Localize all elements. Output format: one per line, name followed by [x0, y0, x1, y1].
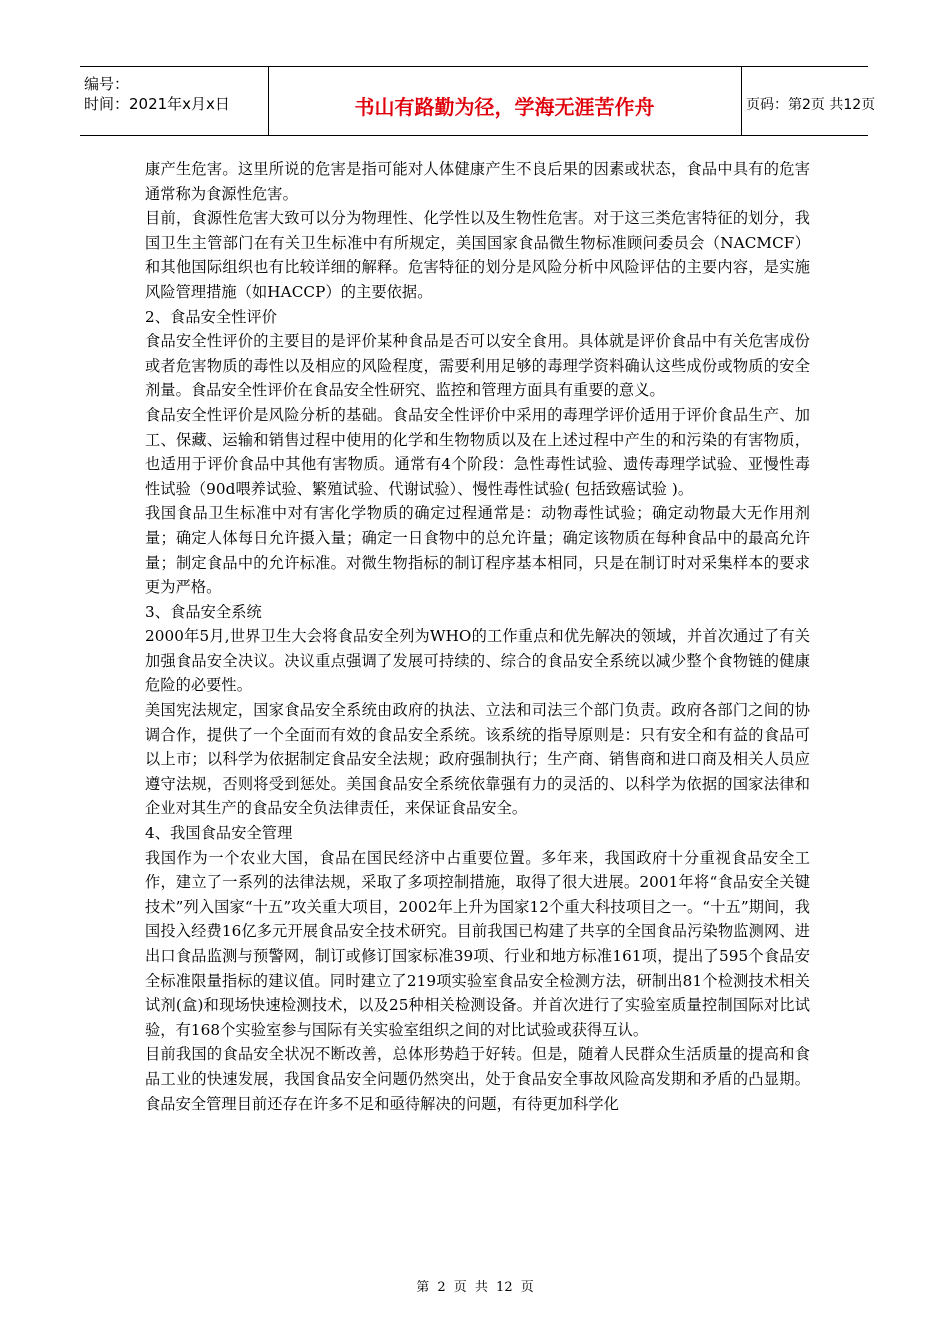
header-page-cell: [742, 67, 876, 135]
paragraph: 目前我国的食品安全状况不断改善，总体形势趋于好转。但是，随着人民群众生活质量的提高和食品工业的快速发展，我国食品安全问题仍然突出，处于食品安全事故风险高发期和矛盾的凸显期。食品安全管理目前还存在许多不足和亟待解决的问题，有待更加科学化: [145, 1045, 810, 1113]
section-heading: 2、食品安全性评价: [145, 307, 278, 326]
paragraph: 2000年5月,世界卫生大会将食品安全列为WHO的工作重点和优先解决的领域，并首次通过了有关加强食品安全决议。决议重点强调了发展可持续的、综合的食品安全系统以减少整个食物链的健康危险的必要性。: [145, 627, 810, 695]
serial-number-label: 编号：: [84, 75, 130, 93]
document-body: [145, 157, 810, 1116]
section-heading: 4、我国食品安全管理: [145, 824, 293, 843]
paragraph: 我国食品卫生标准中对有害化学物质的确定过程通常是：动物毒性试验；确定动物最大无作用剂量；确定人体每日允许摄入量；确定一日食物中的总允许量；确定该物质在每种食品中的最高允许量；制定食品中的允许标准。对微生物指标的制订程序基本相同，只是在制订时对采集样本的要求更为严格。: [145, 504, 810, 597]
header-info-cell: [80, 67, 269, 135]
header-page-number: 页码：第2页 共12页: [746, 97, 876, 113]
paragraph: 我国作为一个农业大国，食品在国民经济中占重要位置。多年来，我国政府十分重视食品安全工作，建立了一系列的法律法规，采取了多项控制措施，取得了很大进展。2001年将“食品安全关键技术”列入国家“十五”攻关重大项目，2002年上升为国家12个重大科技项目之一。“十五”期间，我国投入经费16亿多元开展食品安全技术研究。目前我国已构建了共享的全国食品污染物监测网、进出口食品监测与预警网，制订或修订国家标准39项、行业和地方标准161项，提出了595个食品安全标准限量指标的建议值。同时建立了219项实验室食品安全检测方法，研制出81个检测技术相关试剂(盒)和现场快速检测技术，以及25种相关检测设备。并首次进行了实验室质量控制国际对比试验，有168个实验室参与国际有关实验室组织之间的对比试验或获得互认。: [145, 848, 810, 1039]
page-footer: 第 2 页 共 12 页: [416, 1280, 534, 1295]
paragraph: 目前，食源性危害大致可以分为物理性、化学性以及生物性危害。对于这三类危害特征的划分，我国卫生主管部门在有关卫生标准中有所规定，美国国家食品微生物标准顾问委员会（NACMCF）和其他国际组织也有比较详细的解释。危害特征的划分是风险分析中风险评估的主要内容，是实施风险管理措施（如HACCP）的主要依据。: [145, 209, 810, 301]
section-heading: 3、食品安全系统: [145, 602, 262, 621]
time-label: 时间：2021年x月x日: [84, 95, 230, 113]
page-header: [80, 66, 876, 136]
paragraph: 康产生危害。这里所说的危害是指可能对人体健康产生不良后果的因素或状态，食品中具有的危害通常称为食源性危害。: [145, 160, 810, 203]
header-motto: 书山有路勤为径，学海无涯苦作舟: [354, 95, 655, 119]
paragraph: 食品安全性评价的主要目的是评价某种食品是否可以安全食用。具体就是评价食品中有关危害成份或者危害物质的毒性以及相应的风险程度，需要利用足够的毒理学资料确认这些成份或物质的安全剂量。食品安全性评价在食品安全性研究、监控和管理方面具有重要的意义。: [145, 332, 810, 400]
paragraph: 食品安全性评价是风险分析的基础。食品安全性评价中采用的毒理学评价适用于评价食品生产、加工、保藏、运输和销售过程中使用的化学和生物物质以及在上述过程中产生的和污染的有害物质，也适用于评价食品中其他有害物质。通常有4个阶段：急性毒性试验、遗传毒理学试验、亚慢性毒性试验（90d喂养试验、繁殖试验、代谢试验）、慢性毒性试验( 包括致癌试验 )。: [145, 405, 810, 498]
paragraph: 美国宪法规定，国家食品安全系统由政府的执法、立法和司法三个部门负责。政府各部门之间的协调合作，提供了一个全面而有效的食品安全系统。该系统的指导原则是：只有安全和有益的食品可以上市；以科学为依据制定食品安全法规；政府强制执行；生产商、销售商和进口商及相关人员应遵守法规，否则将受到惩处。美国食品安全系统依靠强有力的灵活的、以科学为依据的国家法律和企业对其生产的食品安全负法律责任，来保证食品安全。: [145, 701, 810, 818]
header-motto-cell: [268, 67, 742, 135]
